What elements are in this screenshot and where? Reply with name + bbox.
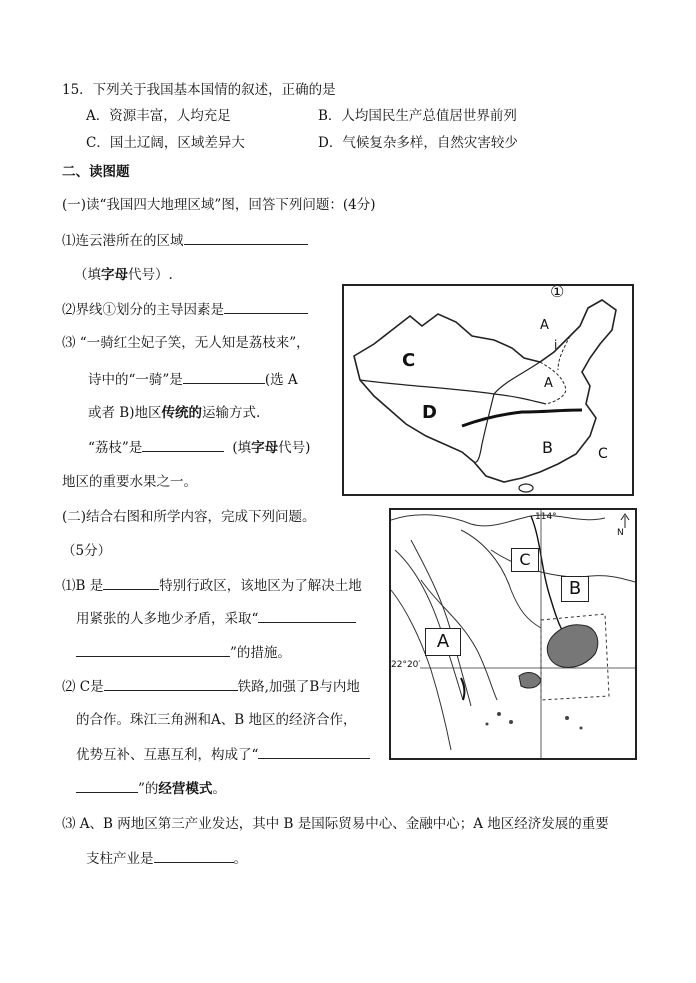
part1-q2: ⑵界线①划分的主导因素是: [62, 299, 308, 320]
answer-blank[interactable]: [104, 676, 238, 691]
map1-b-label: B: [542, 438, 553, 457]
q15-stem: 15．下列关于我国基本国情的叙述，正确的是: [62, 82, 336, 98]
part2-q1-line2: 用紧张的人多地少矛盾，采取“: [76, 608, 356, 629]
map2-longitude-label: 114°: [535, 512, 557, 522]
answer-blank[interactable]: [154, 848, 234, 863]
part2-q2-line1: ⑵ C是 铁路,加强了B与内地: [62, 676, 360, 697]
map2-a-label: A: [425, 628, 461, 656]
q15-option-a: A．资源丰富，人均充足: [86, 108, 231, 124]
map1-d-label: D: [422, 402, 437, 423]
part1-q3-line1: ⑶ “一骑红尘妃子笑，无人知是荔枝来”，: [62, 335, 310, 351]
part1-q1-line1: [62, 230, 308, 251]
map2-c-label: C: [511, 548, 539, 572]
answer-blank[interactable]: [142, 437, 224, 452]
part2-score: （5分）: [62, 543, 112, 559]
map1-c-label: C: [402, 350, 416, 371]
part1-q1-line2: （填字母代号）.: [74, 267, 173, 283]
answer-blank[interactable]: [103, 575, 159, 590]
section-title: 二、读图题: [62, 164, 130, 180]
part1-title: (一)读“我国四大地理区域”图，回答下列问题：(4分): [62, 197, 376, 213]
part1-q3-line2: 诗中的“一骑”是 (选 A: [88, 369, 298, 390]
part2-title: (二)结合右图和所学内容，完成下列问题。: [62, 509, 316, 525]
part2-q2-line3: 优势互补、互惠互利，构成了“: [76, 744, 370, 765]
q15-option-c: C．国土辽阔，区域差异大: [86, 135, 245, 151]
map1-circle1-label: ①: [550, 284, 565, 301]
q15-option-d: D．气候复杂多样，自然灾害较少: [318, 135, 518, 151]
q15-option-b: B．人均国民生产总值居世界前列: [318, 108, 517, 124]
answer-blank[interactable]: [76, 778, 138, 793]
answer-blank[interactable]: [183, 369, 265, 384]
part2-q2-line4: ”的经营模式。: [76, 778, 226, 799]
map1-a-lower-label: A: [544, 376, 553, 391]
map2-b-label: B: [561, 576, 589, 602]
part1-q3-line4: “荔枝”是 (填字母代号): [88, 437, 310, 458]
part2-q1-line3: ”的措施。: [76, 642, 291, 663]
part1-q3-line3: 或者 B)地区传统的运输方式.: [88, 405, 261, 421]
map2-latitude-label: 22°20′: [391, 660, 421, 670]
map2-north-label: N: [617, 528, 624, 538]
part1-q3-line5: 地区的重要水果之一。: [62, 474, 197, 490]
map1-c-small-label: C: [598, 446, 608, 462]
map1-i-label: i: [554, 338, 558, 352]
answer-blank[interactable]: [184, 230, 308, 245]
part2-q2-line2: 的合作。珠江三角洲和A、B 地区的经济合作，: [76, 712, 357, 728]
china-regions-map: [342, 284, 634, 496]
answer-blank[interactable]: [258, 608, 356, 623]
answer-blank[interactable]: [76, 642, 230, 657]
part2-q1-line1: ⑴B 是 特别行政区，该地区为了解决土地: [62, 575, 362, 596]
answer-blank[interactable]: [224, 299, 308, 314]
china-outline-icon: [344, 286, 632, 494]
map1-a-upper-label: A: [540, 318, 549, 333]
part2-q3-line1: ⑶ A、B 两地区第三产业发达，其中 B 是国际贸易中心、金融中心；A 地区经济发展的重要: [62, 816, 609, 832]
part1-q1-text: ⑴连云港所在的区域: [62, 233, 184, 249]
pearl-river-map: [389, 508, 637, 760]
part2-q3-line2: 支柱产业是 。: [86, 848, 247, 869]
answer-blank[interactable]: [258, 744, 370, 759]
